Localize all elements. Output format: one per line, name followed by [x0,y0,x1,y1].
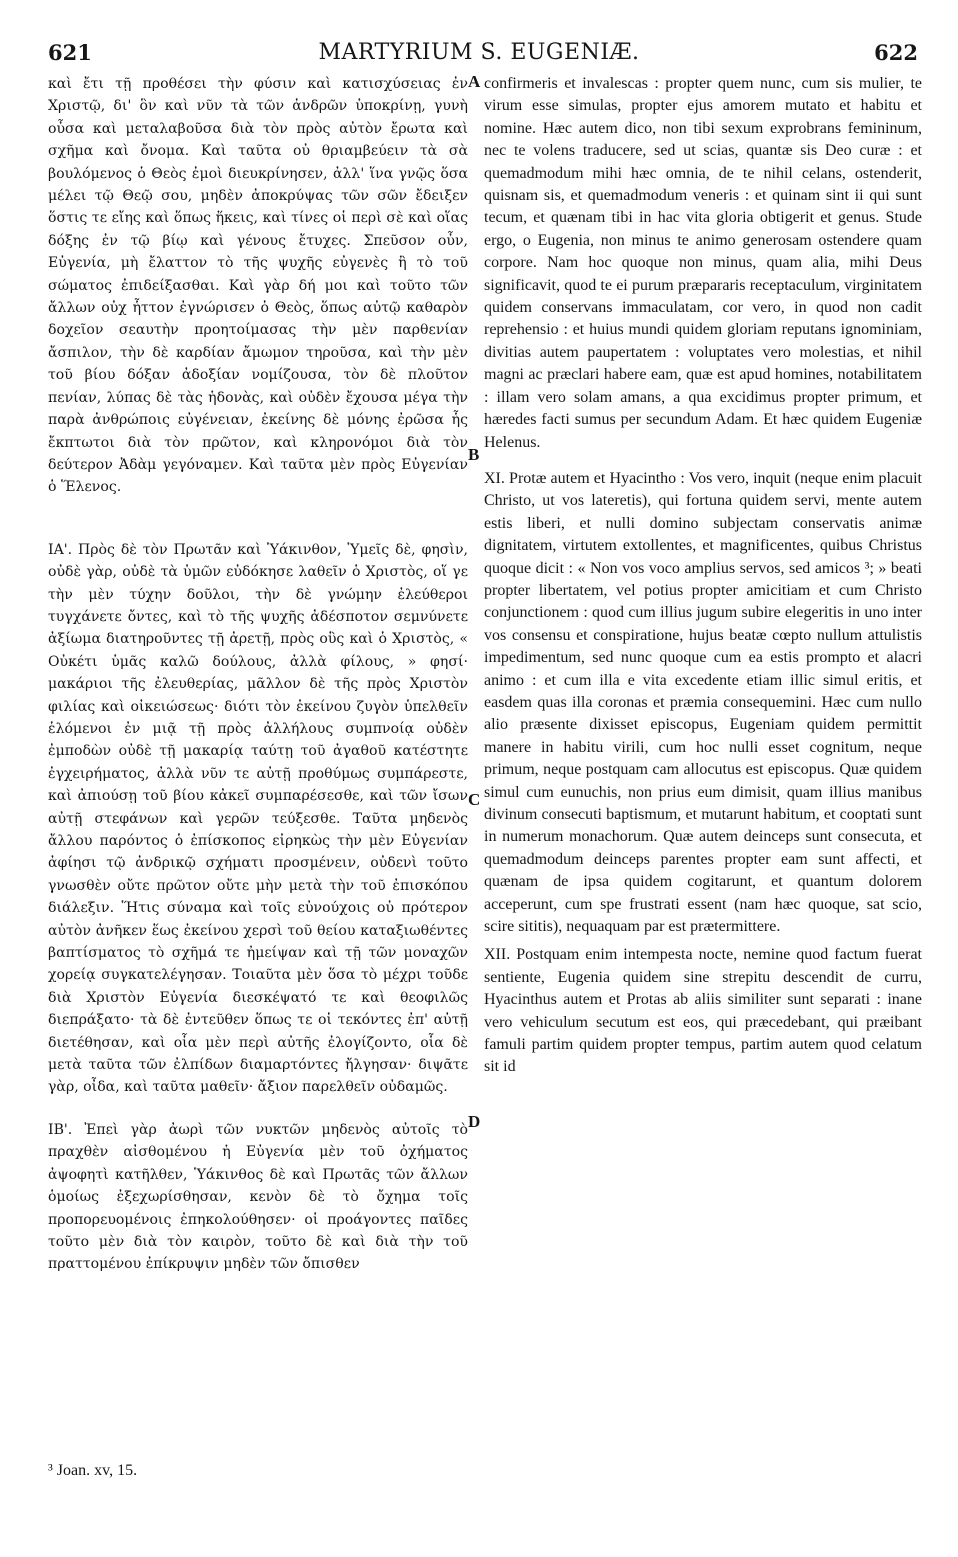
page-number-left: 621 [48,40,92,65]
latin-paragraph-11: XI. Protæ autem et Hyacintho : Vos vero, inquit (neque enim placuit Christo, ut vos lateretis), qui fortuna quidem servi, mente autem estis liberi, et nulli domino subjectam conservatis animæ dignitatem, virtutem extollentes, et magnificentes, quibus Christus quoque dicit : « Non vos voco amplius servos, sed amicos ³; » beati propter libertatem, vel potius propter amicitiam et cum Christo conjunctionem : quod cum illius jugum subire elegeritis in uno inter vos consensu et conspiratione, hujus beatæ cœpto nullum attulistis impedimentum, sed nunc quoque cum ea estis prompto et alacri animo : et cum illa e vita excedente etiam illic simul eritis, et easdem quas illa coronas et præmia consequemini. Hæc cum nullo alio præsente dixisset episcopus, Eugeniam quidem permittit manere in habitu virili, cum hoc nulli esset cognitum, neque primum, neque postquam cam allocutus est episcopus. Quæ quidem simul cum eunuchis, non prius eum dimisit, quam illius manibus divinum consecuti baptismum, et mutarunt habitum, et cooptati sunt in numerum monachorum. Quæ autem deinceps sunt consecuta, et quemadmodum deinceps parentes propter eam sunt affecti, et quænam de ipsa quidem cogitarunt, et quantum dolorem acceperunt, cum spe frustrati essent (nam hæc quoque, sat scio, scire sititis), nequaquam par est prætermittere. [484,469,922,936]
latin-paragraph-1: confirmeris et invalescas : propter quem nunc, cum sis mulier, te virum esse simulas, propter ejus amorem mutato et habitu et nomine. Hæc autem dico, non tibi sexum exprobrans femininum, nec te volens traducere, sed ut scias, quantæ sis Deo curæ : et quemadmodum mihi hæc omnia, de te nihil celans, ostenderit, quisnam sis, et quemadmodum veneris : et quinam sint ii qui sunt tecum, et quænam tibi in hac vita gloria obtigerit et genus. Stude ergo, o Eugenia, non minus te animo generosam ostendere quam corpore. Nam hoc quoque non minus, quam alia, mihi Deus significavit, quod te ei purum præpararis receptaculum, virginitatem quidem conservans immaculatam, cor vero, in quod non cadit reprehensio : et huius mundi quidem gloriam reputans ignominiam, divitias autem paupertatem : voluptates vero molestias, et nihil magni ac præclari habere eam, quæ est apud homines, notabilitatem : illam vero solam amans, a qua excidimus propter primum, et hæredes facti sumus per secundum Adam. Et hæc quidem Eugeniæ Helenus. [484,75,922,451]
greek-paragraph-11: ΙΑ'. Πρὸς δὲ τὸν Πρωτᾶν καὶ Ὑάκινθον, Ὑμεῖς δὲ, φησὶν, οὐδὲ γὰρ, οὐδὲ τὰ ὑμῶν εὐδόκησε λαθεῖν ὁ Χριστὸς, οἵ γε τὴν μὲν τύχην δοῦλοι, τὴν δὲ γνώμην ἐλεύθεροι τυγχάνετε ὄντες, καὶ τὸ τῆς ψυχῆς ἀδέσποτον σεμνύνετε ἀξίωμα διατηροῦντες τῇ ἀρετῇ, πρὸς οὓς καὶ ὁ Χριστὸς, « Οὐκέτι ὑμᾶς καλῶ δούλους, ἀλλὰ φίλους, » φησί· μακάριοι τῆς ἐλευθερίας, μᾶλλον δὲ τῆς πρὸς Χριστὸν φιλίας καὶ οἰκειώσεως· διότι τὸν ἐκείνου ζυγὸν ὑπελθεῖν ἑλόμενοι ἐν μιᾷ τῇ πρὸς ἀλλήλους συμπνοίᾳ οὐδὲν ἐμποδὼν οὐδὲ τῇ μακαρίᾳ ταύτῃ τοῦ ἀγαθοῦ κατέστητε ἐγχειρήματος, ἀλλὰ νῦν τε αὐτῇ προθύμως συμπάρεστε, καὶ ἀπιούσῃ τοῦ βίου κἀκεῖ συμπαρέσεσθε, καὶ τῶν ἴσων αὐτῇ στεφάνων καὶ γερῶν τεύξεσθε. Ταῦτα μηδενὸς ἄλλου παρόντος ὁ ἐπίσκοπος εἰρηκὼς τὴν μὲν Εὐγενίαν ἀφίησι τῷ ἀνδρικῷ σχήματι προσμένειν, οὐδενὶ τοῦτο γνωσθὲν οὔτε πρῶτον οὔτε μὴν μετὰ τὴν τοῦ ἐπισκόπου διάλεξιν. Ἥτις σύναμα καὶ τοῖς εὐνούχοις οὐ πρότερον αὐτὸν ἀνῆκεν ἕως ἐκείνου χερσὶ τοῦ θείου καταξιωθέντες βαπτίσματος τὸ σχῆμά τε ἠμείψαν καὶ τῇ τῶν μοναχῶν χορείᾳ συγκατελέγησαν. Τοιαῦτα μὲν ὅσα τὸ μέχρι τοῦδε διὰ Χριστὸν Εὐγενία διεσκέψατό τε καὶ θεοφιλῶς διεπράξατο· τὰ δὲ ἐντεῦθεν ὅπως τε οἱ τεκόντες ἐπ' αὐτῇ διετέθησαν, καὶ οἷα μὲν περὶ αὐτῆς ἐλογίζοντο, οἷα δὲ μετὰ ταῦτα τῶν ἐλπίδων διαμαρτόντες ἤλγησαν· διψᾶτε γὰρ, οἶδα, καὶ ταῦτα μαθεῖν· ἄξιον παρελθεῖν οὐδαμῶς. [48,541,468,1096]
greek-paragraph-1: καὶ ἔτι τῇ προθέσει τὴν φύσιν καὶ κατισχύσειας ἐν Χριστῷ, δι' ὃν καὶ νῦν τὰ τῶν ἀνδρῶν ὑποκρίνῃ, γυνὴ οὖσα καὶ μεταλαβοῦσα διὰ τὸν πρὸς αὐτὸν ἔρωτα καὶ σχῆμα καὶ ὄνομα. Καὶ ταῦτα οὐ θριαμβεύειν τὰ σὰ βουλόμενος ὁ Θεὸς ἐμοὶ διευκρίνησεν, ἀλλ' ἵνα γνῷς ὅσα μέλει τῷ Θεῷ σου, μηδὲν ἀποκρύψας τῶν σῶν ἔδειξεν ὅστις τε εἴης καὶ ὅπως ἥκεις, καὶ τίνες οἱ περὶ σὲ καὶ οἵας δόξης ἐν τῷ βίῳ καὶ γένους ἔτυχες. Σπεῦσον οὖν, Εὐγενία, μὴ ἔλαττον τὸ τῆς ψυχῆς εὐγενὲς ἢ τὸ τοῦ σώματος ἐπιδείξασθαι. Καὶ γὰρ δή μοι καὶ τοῦτο τῶν ἄλλων οὐχ ἧττον ἐγνώρισεν ὁ Θεὸς, ὅπως αὐτῷ καθαρὸν δοχεῖον σεαυτὴν προητοίμασας τὴν μὲν παρθενίαν ἄσπιλον, τὴν δὲ καρδίαν ἄμωμον τηροῦσα, καὶ τὴν μὲν τοῦ βίου δόξαν ἀδοξίαν νομίζουσα, τὸν δὲ πλοῦτον πενίαν, λύπας δὲ τὰς ἡδονὰς, καὶ οὐδὲν ἔχουσα μέγα τὴν παρὰ ἀνθρώποις εὐγένειαν, ἐκείνης δὲ μόνης ἐρῶσα ἧς ἔκπτωτοι διὰ τὸν πρῶτον, καὶ κληρονόμοι διὰ τὸν δεύτερον Ἀδὰμ γεγόναμεν. Καὶ ταῦτα μὲν πρὸς Εὐγενίαν ὁ Ἕλενος. [48,76,468,496]
greek-column [48,73,468,1467]
margin-letter-a: A [468,72,481,91]
margin-letter-b: B [468,445,480,464]
footnote: ³ Joan. xv, 15. [48,1462,138,1479]
page-number-right: 622 [874,40,918,65]
latin-paragraph-12: XII. Postquam enim intempesta nocte, nemine quod factum fuerat sentiente, Eugenia quidem sine strepitu descendit de curru, Hyacinthus autem et Protas ab aliis similiter sunt separati : inane vero vehiculum secutum est eos, qui præcedebant, qui præibant famuli partim quidem propter tempus, partim autem quod celatum sit id [484,946,922,1076]
running-title: MARTYRIUM S. EUGENIÆ. [318,40,640,65]
margin-letter-d: D [468,1112,481,1131]
margin-letter-c: C [468,790,481,809]
greek-paragraph-12: ΙΒ'. Ἐπεὶ γὰρ ἀωρὶ τῶν νυκτῶν μηδενὸς αὐτοῖς τὸ πραχθὲν αἰσθομένου ἡ Εὐγενία μὲν τοῦ ὀχήματος ἀψοφητὶ κατῆλθεν, Ὑάκινθος δὲ καὶ Πρωτᾶς τῶν ἄλλων ὁμοίως ἐξεχωρίσθησαν, κενὸν δὲ τὸ ὄχημα τοῖς προπορευομένοις ἐπηκολούθησεν· οἱ προάγοντες παῖδες τοῦτο μὲν διὰ τὸν καιρὸν, τοῦτο δὲ καὶ διὰ τὴν τοῦ πραττομένου ἐπίκρυψιν μηδὲν τῶν ὄπισθεν [48,1121,468,1273]
latin-column [484,73,922,1467]
